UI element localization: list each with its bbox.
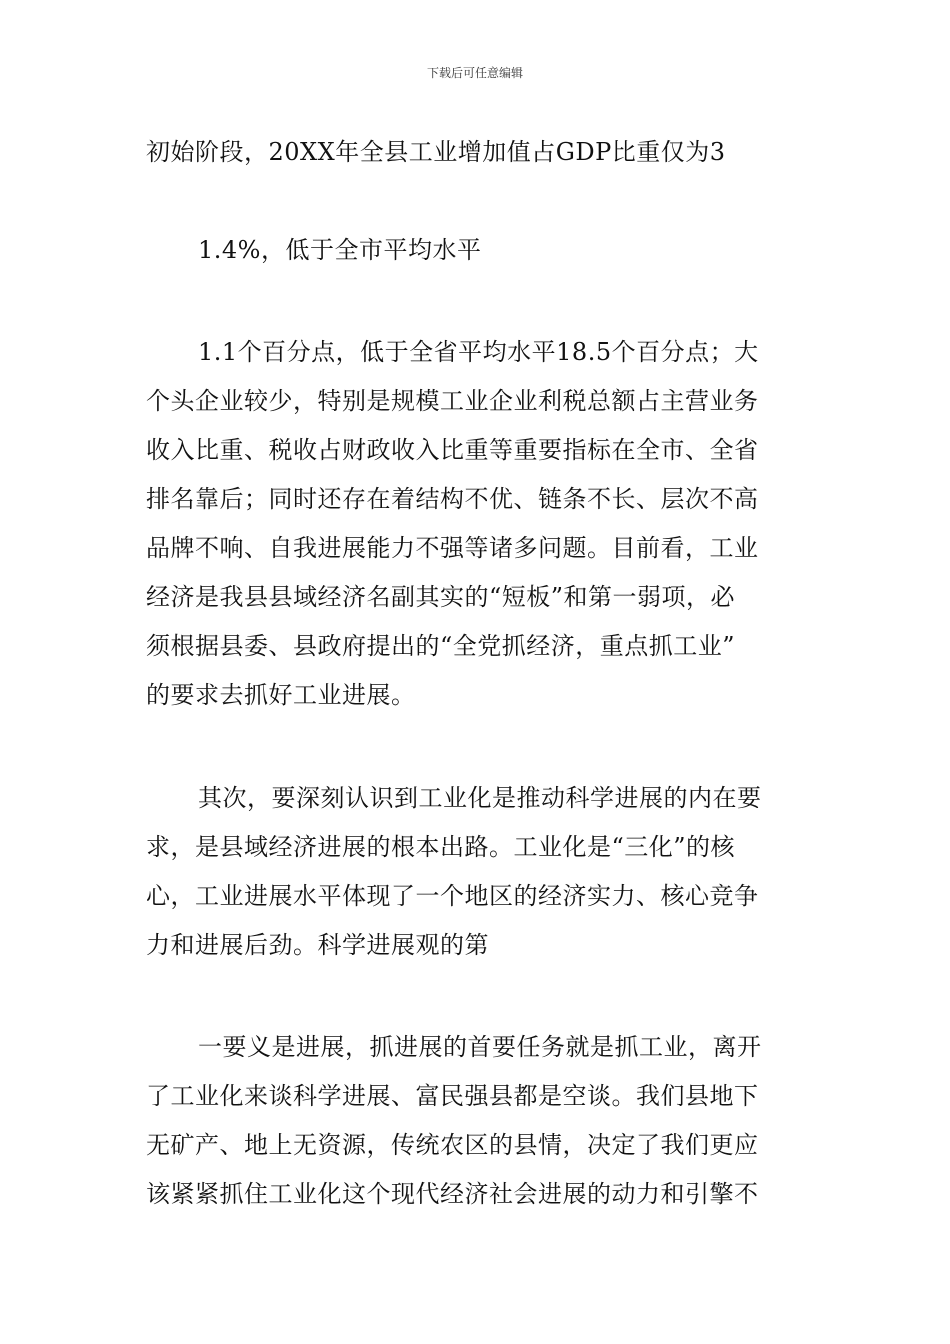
paragraph-line: 该紧紧抓住工业化这个现代经济社会进展的动力和引擎不 <box>146 1180 759 1208</box>
paragraph-line: 排名靠后；同时还存在着结构不优、链条不长、层次不高 <box>146 485 759 513</box>
paragraph-line: 初始阶段，20XX年全县工业增加值占GDP比重仅为3 <box>146 138 726 166</box>
paragraph-line: 了工业化来谈科学进展、富民强县都是空谈。我们县地下 <box>146 1082 759 1110</box>
page-header: 下载后可任意编辑 <box>426 66 523 80</box>
paragraph-line: 心，工业进展水平体现了一个地区的经济实力、核心竞争 <box>146 882 759 910</box>
paragraph-line: 经济是我县县域经济名副其实的“短板”和第一弱项，必 <box>146 583 736 611</box>
paragraph-line: 求，是县域经济进展的根本出路。工业化是“三化”的核 <box>146 833 736 861</box>
paragraph-line: 其次，要深刻认识到工业化是推动科学进展的内在要 <box>198 784 762 812</box>
paragraph-line: 一要义是进展，抓进展的首要任务就是抓工业，离开 <box>198 1033 762 1061</box>
paragraph-line: 收入比重、税收占财政收入比重等重要指标在全市、全省 <box>146 436 759 464</box>
paragraph-line: 须根据县委、县政府提出的“全党抓经济，重点抓工业” <box>146 632 736 660</box>
paragraph-line: 无矿产、地上无资源，传统农区的县情，决定了我们更应 <box>146 1131 759 1159</box>
paragraph-line: 力和进展后劲。科学进展观的第 <box>146 931 489 959</box>
paragraph-line: 个头企业较少，特别是规模工业企业利税总额占主营业务 <box>146 387 759 415</box>
paragraph-line: 的要求去抓好工业进展。 <box>146 681 416 709</box>
paragraph-line: 1.4%，低于全市平均水平 <box>198 236 482 264</box>
paragraph-line: 1.1个百分点，低于全省平均水平18.5个百分点；大 <box>198 338 759 366</box>
paragraph-line: 品牌不响、自我进展能力不强等诸多问题。目前看，工业 <box>146 534 759 562</box>
